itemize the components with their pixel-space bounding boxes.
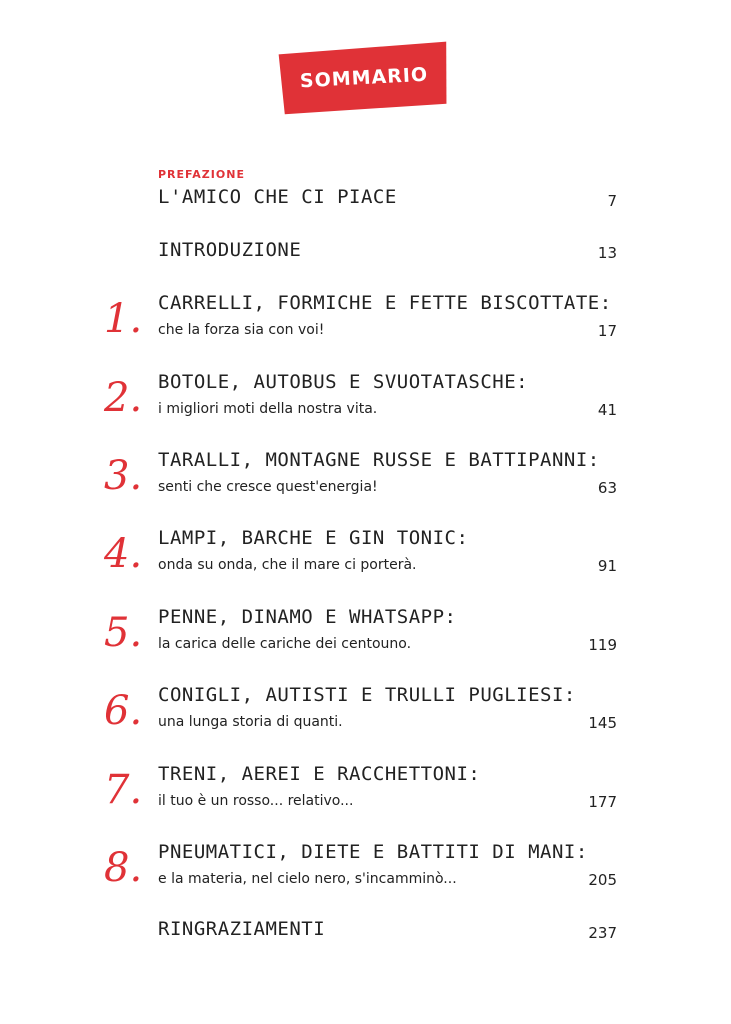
chapter-title-5: PENNE, DINAMO E WHATSAPP:: [158, 606, 457, 628]
chapter-page-7: 177: [588, 793, 617, 811]
entry-title-introduzione: INTRODUZIONE: [158, 239, 302, 261]
chapter-subtitle-4: onda su onda, che il mare ci porterà.: [158, 557, 417, 573]
chapter-subtitle-8: e la materia, nel cielo nero, s'incamminò...: [158, 871, 457, 887]
chapter-page-1: 17: [597, 322, 617, 340]
chapter-number-8: 8.: [104, 845, 143, 891]
chapter-title-8: PNEUMATICI, DIETE E BATTITI DI MANI:: [158, 841, 588, 863]
entry-page-introduzione: 13: [597, 244, 617, 262]
entry-title-prefazione: L'AMICO CHE CI PIACE: [158, 186, 397, 208]
chapter-page-2: 41: [597, 401, 617, 419]
header-banner: [275, 39, 452, 116]
chapter-subtitle-1: che la forza sia con voi!: [158, 322, 325, 338]
chapter-title-3: TARALLI, MONTAGNE RUSSE E BATTIPANNI:: [158, 449, 600, 471]
chapter-subtitle-5: la carica delle cariche dei centouno.: [158, 636, 412, 652]
chapter-number-1: 1.: [104, 296, 143, 342]
chapter-subtitle-3: senti che cresce quest'energia!: [158, 479, 378, 495]
entry-page-ringraziamenti: 237: [588, 924, 617, 942]
entry-page-prefazione: 7: [607, 192, 617, 210]
chapter-subtitle-2: i migliori moti della nostra vita.: [158, 401, 378, 417]
chapter-title-6: CONIGLI, AUTISTI E TRULLI PUGLIESI:: [158, 684, 576, 706]
entry-label-prefazione: PREFAZIONE: [158, 168, 245, 181]
chapter-subtitle-7: il tuo è un rosso... relativo...: [158, 793, 354, 809]
chapter-number-4: 4.: [104, 531, 143, 577]
chapter-number-3: 3.: [104, 453, 143, 499]
chapter-title-1: CARRELLI, FORMICHE E FETTE BISCOTTATE:: [158, 292, 612, 314]
page-title: SOMMARIO: [299, 63, 429, 93]
chapter-number-2: 2.: [104, 375, 143, 421]
chapter-page-4: 91: [597, 557, 617, 575]
chapter-page-6: 145: [588, 714, 617, 732]
chapter-number-5: 5.: [104, 610, 143, 656]
chapter-page-5: 119: [588, 636, 617, 654]
chapter-page-8: 205: [588, 871, 617, 889]
chapter-title-7: TRENI, AEREI E RACCHETTONI:: [158, 763, 481, 785]
entry-title-ringraziamenti: RINGRAZIAMENTI: [158, 918, 326, 940]
chapter-number-7: 7.: [104, 767, 143, 813]
chapter-number-6: 6.: [104, 688, 143, 734]
chapter-subtitle-6: una lunga storia di quanti.: [158, 714, 343, 730]
chapter-page-3: 63: [597, 479, 617, 497]
chapter-title-4: LAMPI, BARCHE E GIN TONIC:: [158, 527, 469, 549]
chapter-title-2: BOTOLE, AUTOBUS E SVUOTATASCHE:: [158, 371, 529, 393]
